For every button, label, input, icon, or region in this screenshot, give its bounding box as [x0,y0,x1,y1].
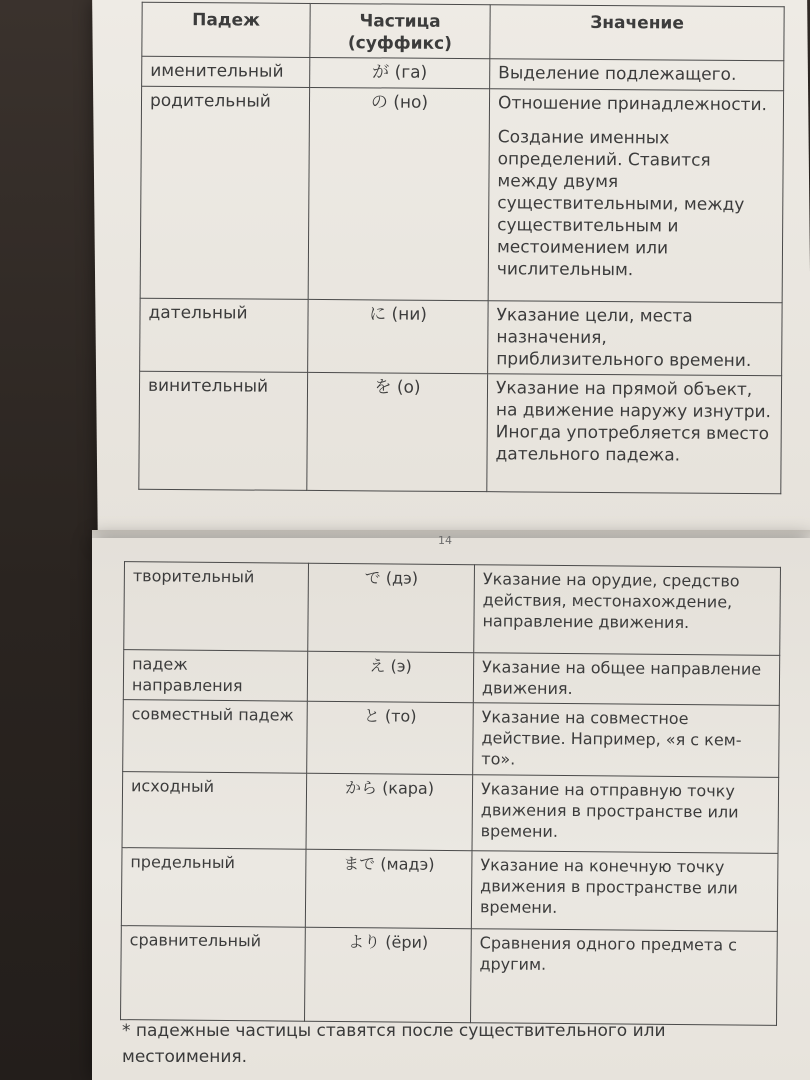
case-cell: исходный [122,772,307,850]
meaning-cell: Выделение подлежащего. [490,59,784,91]
case-cell: творительный [124,562,309,652]
case-particles-table-bottom [120,561,781,1026]
particle-cell: を (о) [307,372,488,491]
table-row [142,56,784,90]
table-row [140,86,783,302]
particle-cell: より (ёри) [305,927,472,1022]
table-row [121,848,778,932]
table-row [139,371,782,493]
particle-cell: で (дэ) [308,563,475,652]
table-header-row [142,2,784,60]
case-cell: предельный [121,848,306,928]
meaning-cell [488,89,783,303]
header-meaning: Значение [490,5,784,61]
meaning-cell: Указание на совместное действие. Например, «я с кем-то». [473,703,780,778]
meaning-cell: Указание на конечную точку движения в пространстве или времени. [471,851,778,932]
particle-cell: まで (мадэ) [305,849,472,928]
table-row [122,772,779,854]
meaning-cell: Указание цели, места назначения, приблизительного времени. [488,301,783,376]
meaning-cell: Сравнения одного предмета с другим. [471,929,778,1026]
meaning-paragraph: Отношение принадлежности. [497,93,768,116]
meaning-cell: Указание на орудие, средство действия, местонахождение, направление движения. [474,565,781,656]
particle-cell: の (но) [308,87,489,300]
footnote: * падежные частицы ставятся после существительного или местоимения. [122,1021,666,1067]
particle-cell: と (то) [307,701,474,774]
table-row [124,562,781,656]
table-row [140,298,782,375]
meaning-cell: Указание на прямой объект, на движение наружу изнутри. Иногда употребляется вместо дательного падежа. [487,374,782,494]
particle-cell: から (кара) [306,773,473,850]
case-cell: падеж направления [123,650,307,702]
case-cell: винительный [139,371,308,490]
case-cell: родительный [140,86,309,299]
meaning-paragraph: Создание именных определений. Ставится между двумя существительными, между существительным и местоимением или числительным. [496,127,745,281]
case-cell: совместный падеж [123,700,308,774]
case-cell: дательный [140,298,309,372]
page-number-fragment: 14 [438,534,452,547]
particle-cell: え (э) [307,651,473,702]
meaning-cell: Указание на отправную точку движения в пространстве или времени. [472,775,779,854]
meaning-cell: Указание на общее направление движения. [473,653,779,706]
particle-cell: が (га) [310,57,490,88]
particle-cell: に (ни) [308,299,489,373]
case-particles-table-top [138,2,784,494]
table-row [121,926,778,1026]
table-row [123,650,779,706]
case-cell: именительный [142,56,310,87]
case-cell: сравнительный [121,926,306,1022]
header-particle: Частица (суффикс) [310,3,490,58]
table-row [123,700,780,778]
header-case: Падеж [142,2,310,57]
